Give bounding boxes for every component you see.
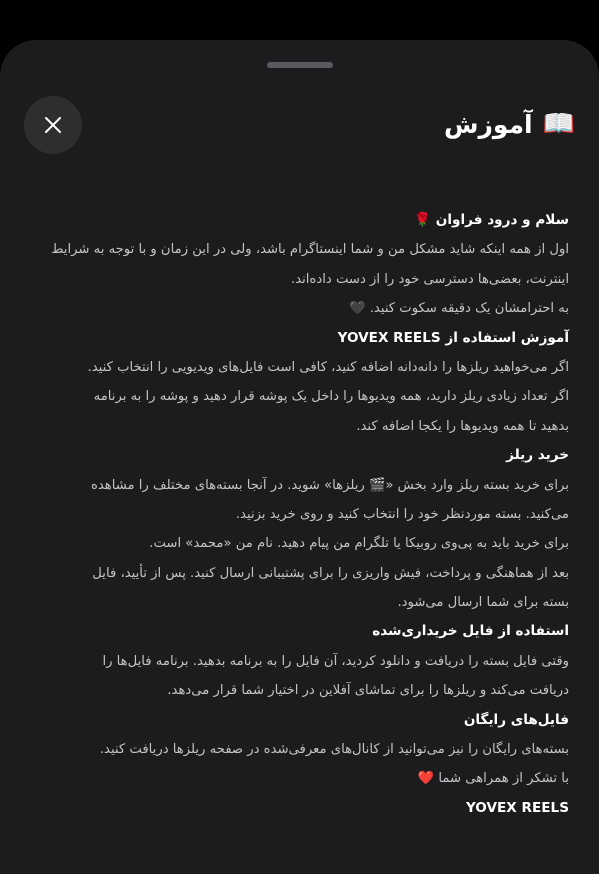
- content-line: می‌کنید. بسته موردنظر خود را انتخاب کنید و روی خرید بزنید.: [235, 506, 569, 522]
- close-button[interactable]: [24, 96, 82, 154]
- content-line: وقتی فایل بسته را دریافت و دانلود کردید، آن فایل را به برنامه بدهید. برنامه فایل‌ها را: [102, 653, 569, 669]
- content-line: اینترنت، بعضی‌ها دسترسی خود را از دست داده‌اند.: [291, 271, 569, 287]
- tutorial-bottom-sheet: [0, 40, 599, 874]
- content-line: برای خرید بسته ریلز وارد بخش «🎬 ریلزها» شوید. در آنجا بسته‌های مختلف را مشاهده: [90, 477, 569, 493]
- sheet-drag-handle[interactable]: [267, 62, 333, 68]
- section-heading: استفاده از فایل خریداری‌شده: [372, 623, 569, 640]
- content-line: برای خرید باید به پی‌وی روبیکا یا تلگرام من پیام دهید. نام من «محمد» است.: [149, 536, 569, 552]
- content-line: بدهید تا همه ویدیوها را یکجا اضافه کند.: [356, 418, 569, 434]
- content-line: اول از همه اینکه شاید مشکل من و شما اینستاگرام باشد، ولی در این زمان و با توجه به شرایط: [51, 242, 569, 258]
- section-heading: آموزش استفاده از YOVEX REELS: [337, 329, 569, 346]
- page-title: آموزش: [444, 109, 533, 139]
- content-line: به احترامشان یک دقیقه سکوت کنید. 🖤: [349, 301, 569, 317]
- book-icon: 📖: [542, 109, 575, 139]
- content-line: با تشکر از همراهی شما ❤️: [417, 771, 569, 787]
- brand-signature: YOVEX REELS: [465, 799, 569, 816]
- section-heading: فایل‌های رایگان: [463, 711, 569, 728]
- tutorial-content: [30, 206, 569, 823]
- section-heading: خرید ریلز: [506, 447, 569, 464]
- content-line: دریافت می‌کند و ریلزها را برای تماشای آفلاین در اختیار شما قرار می‌دهد.: [167, 683, 569, 699]
- section-heading: سلام و درود فراوان 🌹: [414, 212, 569, 228]
- content-line: بسته‌های رایگان را نیز می‌توانید از کانال‌های معرفی‌شده در صفحه ریلزها دریافت کنید.: [99, 742, 569, 758]
- content-line: اگر تعداد زیادی ریلز دارید، همه ویدیوها را داخل یک پوشه قرار دهید و پوشه را به برنامه: [93, 389, 569, 405]
- content-line: بسته برای شما ارسال می‌شود.: [397, 595, 569, 611]
- sheet-header: [444, 104, 575, 144]
- close-icon: [43, 115, 63, 135]
- content-line: بعد از هماهنگی و پرداخت، فیش واریزی را برای پشتیبانی ارسال کنید. پس از تأیید، فایل: [92, 565, 569, 581]
- content-line: اگر می‌خواهید ریلزها را دانه‌دانه اضافه کنید، کافی است فایل‌های ویدیویی را انتخاب کنید.: [87, 359, 569, 375]
